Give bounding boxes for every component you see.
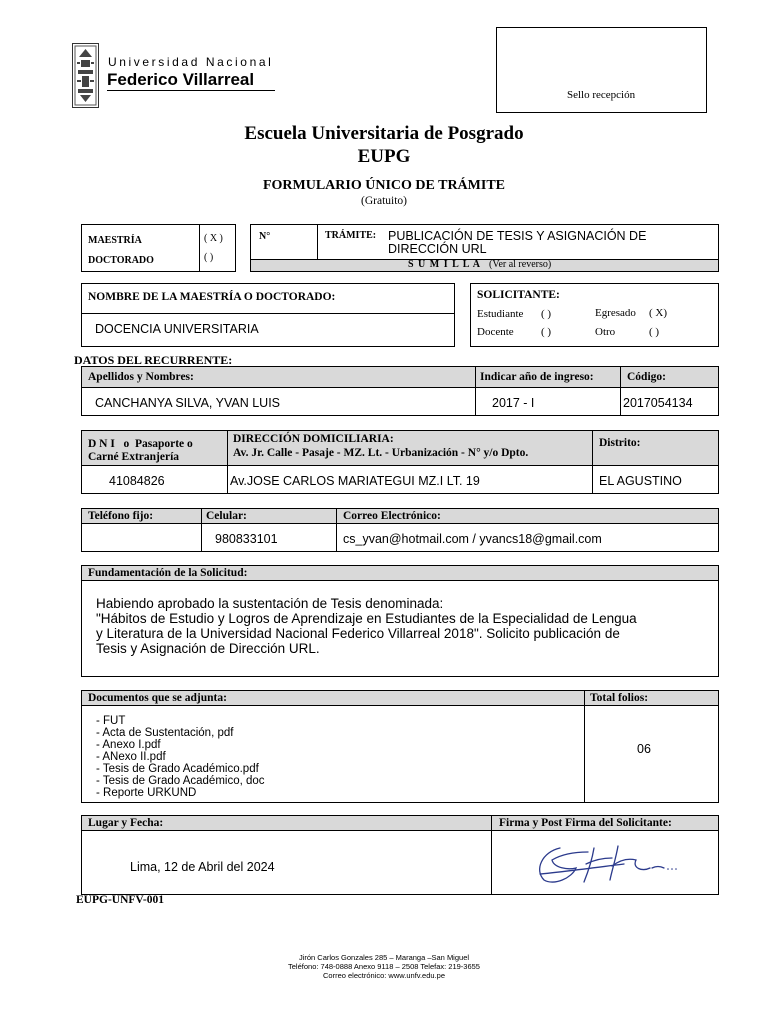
dni-label-line1: D N I o Pasaporte o [88,438,193,450]
sumilla-label: S U M I L L A [408,259,482,270]
district-value[interactable]: EL AGUSTINO [599,474,682,488]
form-title: FORMULARIO ÚNICO DE TRÁMITE [262,178,506,193]
doctorado-checkbox[interactable]: ( ) [204,252,214,263]
cell-label: Celular: [206,510,247,522]
fundamentacion-line: Tesis y Asignación de Dirección URL. [96,641,320,656]
otro-checkbox[interactable]: ( ) [649,326,660,338]
estudiante-checkbox[interactable]: ( ) [541,308,552,320]
school-abbrev: EUPG [357,146,411,167]
solicitante-label: SOLICITANTE: [477,289,560,301]
address-table [81,430,719,494]
tramite-box [250,224,719,272]
program-name-label: NOMBRE DE LA MAESTRÍA O DOCTORADO: [88,291,336,303]
otro-label: Otro [595,326,616,338]
year-value[interactable]: 2017 - I [492,396,535,410]
place-date-label: Lugar y Fecha: [88,817,164,829]
program-name-value[interactable]: DOCENCIA UNIVERSITARIA [95,322,259,336]
university-name-line1: Universidad Nacional [108,55,274,69]
cell-value[interactable]: 980833101 [215,532,278,546]
recurrente-table [81,366,719,416]
documentos-label: Documentos que se adjunta: [88,692,227,704]
document-item: - Reporte URKUND [96,787,197,799]
footer-phones: Teléfono: 748-0888 Anexo 9118 – 2508 Telefax: 219-3655 [288,962,480,971]
document-item: - Tesis de Grado Académico.pdf [96,763,259,775]
address-value[interactable]: Av.JOSE CARLOS MARIATEGUI MZ.I LT. 19 [230,474,480,488]
recurrente-section-title: DATOS DEL RECURRENTE: [74,353,233,367]
signature-area[interactable] [532,838,682,890]
folios-value[interactable]: 06 [637,742,651,756]
document-item: - Anexo I.pdf [96,739,161,751]
egresado-label: Egresado [595,307,636,319]
university-logo [72,43,99,108]
place-date-value[interactable]: Lima, 12 de Abril del 2024 [130,860,275,874]
university-name-line2: Federico Villarreal [107,70,255,89]
signature-table [81,815,719,895]
folios-label: Total folios: [590,692,649,704]
logo-underline [107,90,275,91]
address-label-line1: DIRECCIÓN DOMICILIARIA: [233,433,394,445]
signature-label: Firma y Post Firma del Solicitante: [499,817,672,829]
docente-checkbox[interactable]: ( ) [541,326,552,338]
documentos-table [81,690,719,803]
year-label: Indicar año de ingreso: [480,371,594,383]
sumilla-bar [251,260,718,271]
sumilla-note: (Ver al reverso) [489,259,552,270]
form-subtitle: (Gratuito) [361,195,407,207]
footer-address: Jirón Carlos Gonzales 285 – Maranga –San Miguel [298,953,470,962]
document-item: - ANexo II.pdf [96,751,166,763]
fundamentacion-box [81,565,719,677]
address-label-line2: Av. Jr. Calle - Pasaje - MZ. Lt. - Urbanización - N° y/o Dpto. [233,447,529,459]
fundamentacion-line: y Literatura de la Universidad Nacional Federico Villarreal 2018". Solicito publicación de [96,626,620,641]
dni-label-line2: Carné Extranjería [88,451,180,463]
fundamentacion-label: Fundamentación de la Solicitud: [88,567,248,579]
school-title: Escuela Universitaria de Posgrado [244,123,524,144]
dni-value[interactable]: 41084826 [109,474,165,488]
fundamentacion-line: Habiendo aprobado la sustentación de Tesis denominada: [96,596,444,611]
contact-table [81,508,719,552]
document-item: - Acta de Sustentación, pdf [96,727,234,739]
maestria-label: MAESTRÍA [88,235,142,246]
tramite-number-label: N° [259,231,271,242]
program-name-box [81,283,455,347]
tramite-value[interactable]: PUBLICACIÓN DE TESIS Y ASIGNACIÓN DE DIRECCIÓN URL [388,229,647,256]
reception-stamp-box [496,27,707,113]
university-crest-icon [72,43,99,108]
program-type-box [81,224,236,272]
doctorado-label: DOCTORADO [88,255,154,266]
documents-list[interactable] [96,715,265,799]
email-label: Correo Electrónico: [343,510,441,522]
estudiante-label: Estudiante [477,308,524,320]
docente-label: Docente [477,326,514,338]
district-label: Distrito: [599,437,641,449]
phone-label: Teléfono fijo: [88,510,154,522]
tramite-label: TRÁMITE: [325,230,377,241]
fundamentacion-line: "Hábitos de Estudio y Logros de Aprendizaje en Estudiantes de la Especialidad de Lengua [96,611,637,626]
footer-email: Correo electrónico: www.unfv.edu.pe [322,971,445,980]
code-value[interactable]: 2017054134 [623,396,693,410]
fundamentacion-text[interactable] [96,596,706,656]
form-code: EUPG-UNFV-001 [76,894,164,906]
document-item: - FUT [96,715,126,727]
handwritten-signature [532,838,682,890]
stamp-label: Sello recepción [567,89,636,101]
egresado-checkbox[interactable]: ( X) [649,307,668,319]
document-item: - Tesis de Grado Académico, doc [96,775,265,787]
solicitante-box [470,283,719,347]
names-label: Apellidos y Nombres: [88,371,194,383]
email-value[interactable]: cs_yvan@hotmail.com / yvancs18@gmail.com [343,532,602,546]
code-label: Código: [627,371,666,383]
names-value[interactable]: CANCHANYA SILVA, YVAN LUIS [95,396,281,410]
maestria-checkbox[interactable]: ( X ) [204,233,223,244]
